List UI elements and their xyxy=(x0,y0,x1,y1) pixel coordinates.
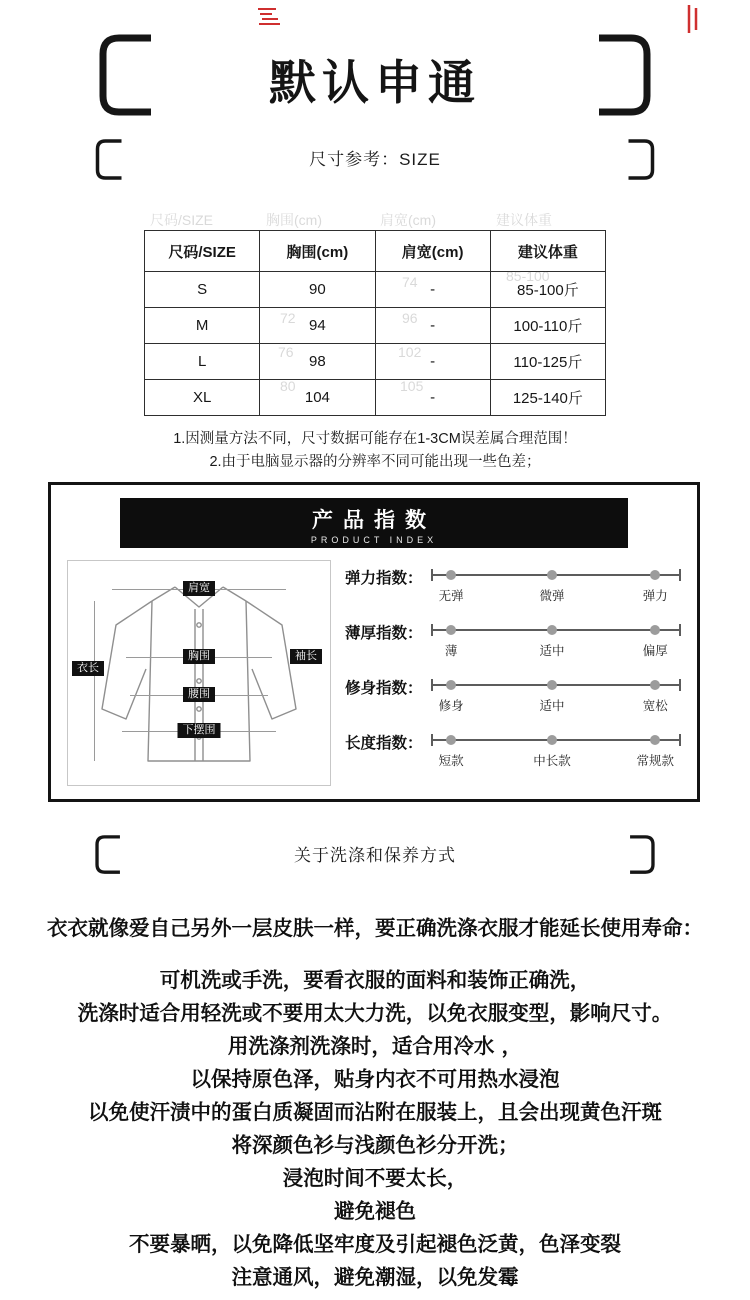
bracket-right-icon xyxy=(617,138,665,182)
scale-row xyxy=(345,674,683,729)
scale-dot xyxy=(547,735,557,745)
scale-label: 修身指数： xyxy=(345,680,423,697)
scale-dot xyxy=(547,680,557,690)
table-row xyxy=(145,344,606,380)
care-line: 衣衣就像爱自己另外一层皮肤一样，要正确洗涤衣服才能延长使用寿命： xyxy=(47,916,703,940)
care-line: 洗涤时适合用轻洗或不要用太大力洗，以免衣服变型，影响尺寸。 xyxy=(77,1001,673,1025)
label-bust: 胸围 xyxy=(183,649,215,664)
scale-dot xyxy=(547,625,557,635)
scale-dot xyxy=(446,735,456,745)
scale-option: 弹力 xyxy=(642,589,668,603)
care-section-header xyxy=(0,832,750,880)
scale-tick xyxy=(431,624,433,636)
size-section-header xyxy=(0,136,750,184)
title-section xyxy=(0,28,750,122)
ghost-text: 尺码/SIZE xyxy=(150,212,214,228)
scale-dot xyxy=(650,680,660,690)
scale-label: 薄厚指数： xyxy=(345,625,423,642)
scale-label: 弹力指数： xyxy=(345,570,423,587)
product-index-title: 产品指数 xyxy=(312,509,436,532)
care-line: 注意通风，避免潮湿，以免发霉 xyxy=(231,1265,519,1289)
table-cell: 125-140斤 xyxy=(490,380,605,416)
scale-tick xyxy=(431,569,433,581)
table-header-cell: 肩宽(cm) xyxy=(375,231,490,272)
scale-dot xyxy=(446,680,456,690)
care-line: 将深颜色衫与浅颜色衫分开洗； xyxy=(231,1133,519,1157)
index-scales xyxy=(331,560,683,786)
table-header-cell: 尺码/SIZE xyxy=(145,231,260,272)
care-line: 以保持原色泽，贴身内衣不可用热水浸泡 xyxy=(190,1067,560,1091)
care-line: 浸泡时间不要太长， xyxy=(282,1166,468,1190)
table-header-cell: 胸围(cm) xyxy=(260,231,375,272)
table-header-row xyxy=(145,231,606,272)
scale-tick xyxy=(679,569,681,581)
table-cell: 100-110斤 xyxy=(490,308,605,344)
page-title: 默认申通 xyxy=(269,56,481,109)
scale-option: 微弹 xyxy=(539,589,565,603)
scale-tick xyxy=(679,624,681,636)
size-section-title: 尺寸参考：SIZE xyxy=(309,150,441,169)
scale-track xyxy=(431,621,683,665)
care-section-title: 关于洗涤和保养方式 xyxy=(294,846,456,865)
scale-option: 适中 xyxy=(539,699,565,713)
ghost-text: 80 xyxy=(280,378,296,394)
care-line: 不要暴晒，以免降低坚牢度及引起褪色泛黄，色泽变裂 xyxy=(129,1232,621,1256)
scale-row xyxy=(345,729,683,784)
label-sleeve: 袖长 xyxy=(290,649,322,664)
size-notes xyxy=(0,428,750,474)
table-cell: 90 xyxy=(260,272,375,308)
table-cell: - xyxy=(375,272,490,308)
scale-tick xyxy=(431,734,433,746)
scale-option: 常规款 xyxy=(636,754,675,768)
product-index-content xyxy=(51,548,697,786)
size-note: 2.由于电脑显示器的分辨率不同可能出现一些色差； xyxy=(209,454,541,470)
ghost-text: 肩宽(cm) xyxy=(380,212,436,228)
scale-option: 修身 xyxy=(438,699,464,713)
length-measure-line xyxy=(94,601,95,761)
care-text xyxy=(35,912,715,1294)
table-cell: - xyxy=(375,308,490,344)
bracket-right-icon xyxy=(593,32,655,120)
table-cell: 98 xyxy=(260,344,375,380)
scale-row xyxy=(345,564,683,619)
size-table-wrap xyxy=(144,212,606,416)
care-line: 可机洗或手洗，要看衣服的面料和装饰正确洗， xyxy=(159,968,591,992)
table-cell: M xyxy=(145,308,260,344)
label-length: 衣长 xyxy=(72,661,104,676)
scale-track xyxy=(431,676,683,720)
shirt-diagram xyxy=(67,560,331,786)
ghost-text: 72 xyxy=(280,310,296,326)
scale-dot xyxy=(446,570,456,580)
ghost-text: 胸围(cm) xyxy=(266,212,322,228)
ghost-text: 96 xyxy=(402,310,418,326)
scale-dot xyxy=(547,570,557,580)
product-index-titlebar xyxy=(120,498,628,548)
scale-option: 薄 xyxy=(444,644,458,658)
scale-option: 无弹 xyxy=(438,589,464,603)
table-row xyxy=(145,308,606,344)
size-note: 1.因测量方法不同，尺寸数据可能存在1-3CM误差属合理范围！ xyxy=(173,431,577,447)
scale-dot xyxy=(650,570,660,580)
table-row xyxy=(145,380,606,416)
table-cell: 85-100斤 xyxy=(490,272,605,308)
scale-dot xyxy=(650,735,660,745)
scale-option: 短款 xyxy=(438,754,464,768)
care-line: 以免使汗渍中的蛋白质凝固而沾附在服装上，且会出现黄色汗斑 xyxy=(88,1100,662,1124)
label-shoulder: 肩宽 xyxy=(183,581,215,596)
ghost-text: 76 xyxy=(278,344,294,360)
table-cell: S xyxy=(145,272,260,308)
table-cell: - xyxy=(375,380,490,416)
table-cell: 110-125斤 xyxy=(490,344,605,380)
label-hem: 下摆围 xyxy=(178,723,221,738)
table-cell: 104 xyxy=(260,380,375,416)
scale-row xyxy=(345,619,683,674)
scale-option: 适中 xyxy=(539,644,565,658)
scale-option: 中长款 xyxy=(533,754,571,768)
table-header-cell: 建议体重 xyxy=(490,231,605,272)
table-cell: XL xyxy=(145,380,260,416)
scale-tick xyxy=(679,734,681,746)
scale-dot xyxy=(650,625,660,635)
red-stamp-left-icon xyxy=(256,5,286,27)
scale-option: 偏厚 xyxy=(642,644,668,658)
scale-track xyxy=(431,731,683,775)
scale-option: 宽松 xyxy=(642,699,668,713)
table-cell: 94 xyxy=(260,308,375,344)
table-cell: L xyxy=(145,344,260,380)
table-row xyxy=(145,272,606,308)
size-table xyxy=(144,230,606,416)
ghost-text: 建议体重 xyxy=(496,212,552,228)
scale-dot xyxy=(446,625,456,635)
ghost-text: 102 xyxy=(398,344,422,360)
product-index-subtitle: PRODUCT INDEX xyxy=(310,535,438,545)
bracket-right-icon xyxy=(619,834,665,876)
table-cell: - xyxy=(375,344,490,380)
ghost-text: 85-100 xyxy=(506,268,550,284)
ghost-text: 105 xyxy=(400,378,424,394)
care-line: 用洗涤剂洗涤时，适合用冷水 ， xyxy=(227,1034,523,1058)
scale-tick xyxy=(679,679,681,691)
scale-label: 长度指数： xyxy=(345,735,423,752)
product-index-box xyxy=(48,482,700,802)
scale-tick xyxy=(431,679,433,691)
care-line: 避免褪色 xyxy=(334,1199,416,1223)
ghost-text: 74 xyxy=(402,274,418,290)
label-waist: 腰围 xyxy=(183,687,215,702)
scale-track xyxy=(431,566,683,610)
